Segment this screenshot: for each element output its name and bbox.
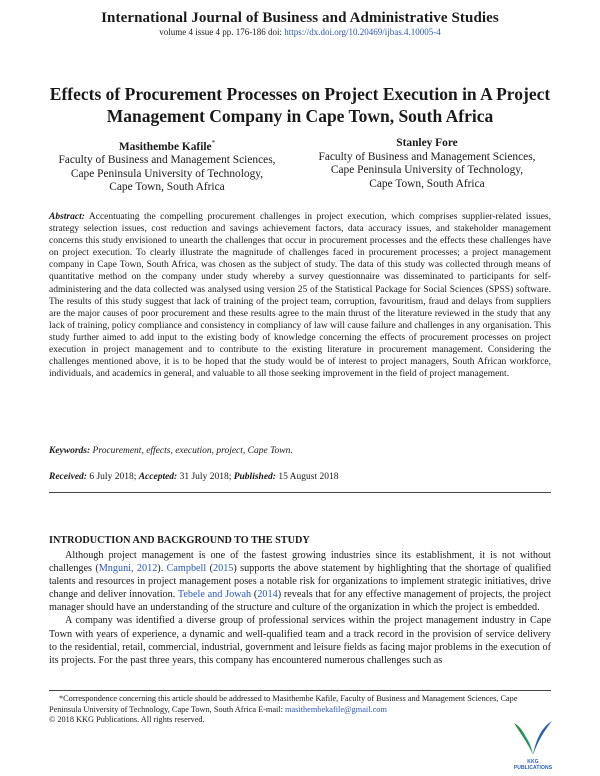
author-1 bbox=[42, 137, 292, 195]
publisher-logo bbox=[508, 717, 558, 769]
received-label: Received: bbox=[49, 472, 87, 482]
doi-link[interactable]: https://dx.doi.org/10.20469/ijbas.4.10005-4 bbox=[284, 27, 441, 37]
author-name: Stanley Fore bbox=[396, 137, 458, 149]
citation-link[interactable]: 2015 bbox=[213, 563, 234, 575]
author-affiliation-1: Faculty of Business and Management Sciences, bbox=[318, 150, 536, 163]
paragraph-1: Although project management is one of the fastest growing industries since its establishment, it is not without challenges (Mnguni, 2012). Campbell (2015) supports the above statement by highlighting that the shortage of qualified talents and resources in project management poses a notable risk for organizations to implement strategic initiatives, drive change and deliver innovation. Tebele and Jowah (2014) reveals that for any effective management of projects, the project manager should have an understanding of the structure and culture of the organization in which the project is embedded. bbox=[49, 550, 551, 614]
abstract-label: Abstract: bbox=[49, 212, 85, 222]
published-label: Published: bbox=[233, 472, 276, 482]
logo-text: KKG PUBLICATIONS bbox=[513, 759, 553, 771]
keywords-label: Keywords: bbox=[49, 446, 91, 456]
footnotes bbox=[49, 694, 551, 726]
keywords bbox=[49, 446, 551, 456]
received-date: 6 July 2018; bbox=[89, 472, 137, 482]
author-affiliation-3: Cape Town, South Africa bbox=[369, 177, 485, 190]
section-heading: INTRODUCTION AND BACKGROUND TO THE STUDY bbox=[49, 535, 310, 546]
body-text bbox=[49, 549, 551, 667]
copyright-notice: © 2018 KKG Publications. All rights reserved. bbox=[49, 715, 205, 724]
title-line-1: Effects of Procurement Processes on Project Execution in A Project bbox=[49, 84, 551, 104]
correspondence-note: *Correspondence concerning this article should be addressed to Masithembe Kafile, Faculty of Business and Management Sciences, Cape Peninsula University of Technology, Cape Town, South Africa E-mail: masithembekafile@gmail.com bbox=[49, 694, 518, 714]
author-affiliation-2: Cape Peninsula University of Technology, bbox=[330, 164, 524, 176]
accepted-date: 31 July 2018; bbox=[179, 472, 232, 482]
author-affiliation-3: Cape Town, South Africa bbox=[109, 181, 225, 194]
article-title bbox=[40, 83, 560, 127]
author-name: Masithembe Kafile bbox=[118, 140, 212, 153]
divider-rule bbox=[49, 492, 551, 493]
author-block bbox=[0, 137, 600, 197]
paragraph-2: A company was identified a diverse group of professional services within the project management industry in Cape Town with years of experience, a dynamic and well-qualified team and a track record in the provision of service delivery to the residential, retail, commercial, industrial, government and leisure fields as facing major problems in the execution of its projects. For the past three years, this company has encountered numerous challenges such as bbox=[49, 615, 551, 666]
citation-link[interactable]: Campbell bbox=[166, 563, 207, 575]
kkg-logo-icon bbox=[508, 717, 558, 759]
title-line-2: Management Company in Cape Town, South Africa bbox=[106, 106, 494, 126]
journal-title: International Journal of Business and Administrative Studies bbox=[101, 10, 499, 26]
journal-meta bbox=[0, 27, 600, 37]
keywords-text: Procurement, effects, execution, project, Cape Town. bbox=[92, 446, 293, 456]
issue-info: volume 4 issue 4 pp. 176-186 doi: bbox=[159, 27, 285, 37]
email-link[interactable]: masithembekafile@gmail.com bbox=[285, 704, 387, 714]
correspondence-marker: * bbox=[211, 139, 216, 147]
citation-link[interactable]: Mnguni, 2012 bbox=[98, 563, 158, 575]
author-2 bbox=[302, 137, 552, 191]
citation-link[interactable]: 2014 bbox=[257, 589, 278, 601]
abstract-text: Accentuating the compelling procurement challenges in project execution, which comprises supplier-related issues, strategy selection issues, cost reduction and savings achievement factors, data accuracy issues, and stakeholder management concerns this study envisioned to unearth the challenges that occur in procurement processes and the effects these challenges have on project execution. To clearly illustrate the magnitude of challenges faced in procurement processes; a project management company in Cape Town, South Africa, was chosen as the subject of study. The data of this study was collected through means of quantitative method on the company under study whereby a survey questionnaire was disseminated to participants for self-administering and the data collected was analysed using version 25 of the Statistical Package for Social Sciences (SPSS) software. The results of this study suggest that lack of training of the project team, corruption, favouritism, fraud and delays from suppliers are the major causes of poor procurement and these results agree to the main thrust of the literature reviewed in the study that any lack of training, policy compliance and consistency in compliancy of law will cause failure and challenges in any organisation. This study further aimed to add input to the existing body of knowledge concerning the effects of procurement processes on project execution in project management and to contribute to the existing literature in procurement management. Considering the challenges mentioned above, it is to be hoped that the study would be of interest to project managers, South African workforce, individuals, and academics in general, and valuable to all those seeking improvement in the field of project management. bbox=[49, 212, 551, 380]
author-affiliation-2: Cape Peninsula University of Technology, bbox=[70, 167, 264, 180]
citation-link[interactable]: Tebele and Jowah bbox=[177, 589, 252, 601]
published-date: 15 August 2018 bbox=[278, 472, 339, 482]
footnote-rule bbox=[49, 690, 551, 691]
author-affiliation-1: Faculty of Business and Management Sciences, bbox=[58, 154, 276, 167]
accepted-label: Accepted: bbox=[138, 472, 178, 482]
article-dates bbox=[49, 472, 551, 482]
abstract bbox=[49, 211, 551, 380]
